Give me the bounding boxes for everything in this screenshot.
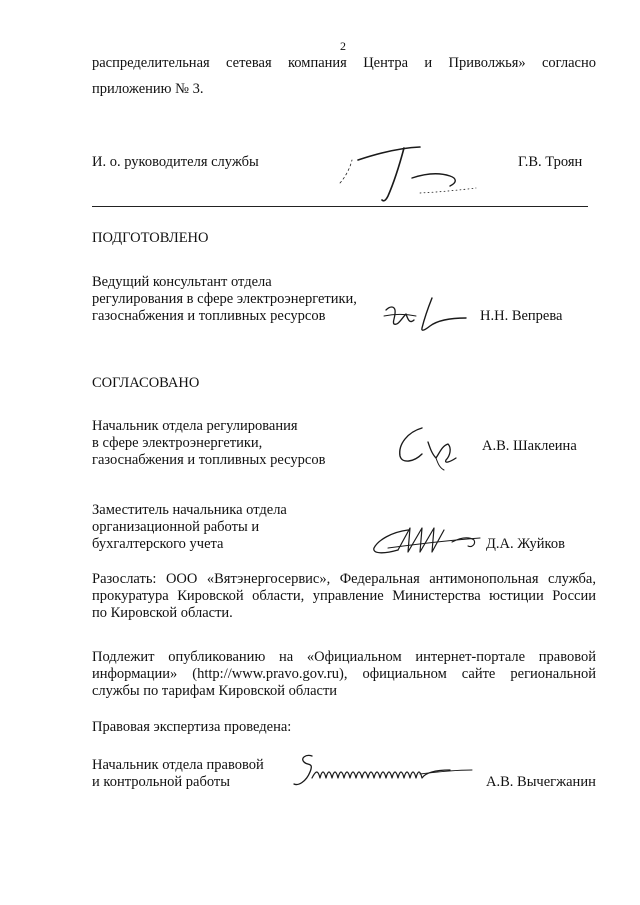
intro-line-2: приложению № 3. [92,81,204,97]
agreed-signer-1-signature-icon [392,422,472,474]
separator-line [92,206,588,207]
legal-name: А.В. Вычегжанин [486,774,596,790]
prepared-heading: ПОДГОТОВЛЕНО [92,230,209,246]
legal-position-line-1: Начальник отдела правовой [92,757,264,773]
agreed-signer-1-name: А.В. Шаклеина [482,438,577,454]
head-name: Г.В. Троян [518,154,583,170]
publication-line-2: информации» (http://www.pravo.gov.ru), официальном сайте региональной [92,666,596,682]
prepared-signature-icon [380,292,475,337]
agreed-signer-2-position-line-1: Заместитель начальника отдела [92,502,287,518]
agreed-signer-1-position-line-3: газоснабжения и топливных ресурсов [92,452,326,468]
distribution-line-2: прокуратура Кировской области, управление Министерства юстиции России [92,588,596,604]
legal-signature-icon [290,748,480,796]
agreed-signer-2-signature-icon [368,520,496,562]
intro-line-1: распределительная сетевая компания Центра и Приволжья» согласно [92,55,596,71]
publication-line-3: службы по тарифам Кировской области [92,683,338,699]
publication-line-1: Подлежит опубликованию на «Официальном интернет-портале правовой [92,649,596,665]
legal-position-line-2: и контрольной работы [92,774,230,790]
agreed-signer-2-name: Д.А. Жуйков [486,536,565,552]
distribution-line-3: по Кировской области. [92,605,233,621]
head-signature-icon [300,138,490,208]
agreed-signer-1-position-line-2: в сфере электроэнергетики, [92,435,263,451]
agreed-heading: СОГЛАСОВАНО [92,375,200,391]
prepared-position-line-2: регулирования в сфере электроэнергетики, [92,291,357,307]
distribution-line-1: Разослать: ООО «Вятэнергосервис», Федеральная антимонопольная служба, [92,571,596,587]
agreed-signer-2-position-line-3: бухгалтерского учета [92,536,224,552]
page-number: 2 [340,39,346,53]
legal-review-note: Правовая экспертиза проведена: [92,719,292,735]
agreed-signer-1-position-line-1: Начальник отдела регулирования [92,418,298,434]
prepared-name: Н.Н. Вепрева [480,308,563,324]
prepared-position-line-3: газоснабжения и топливных ресурсов [92,308,326,324]
prepared-position-line-1: Ведущий консультант отдела [92,274,272,290]
head-title: И. о. руководителя службы [92,154,259,170]
agreed-signer-2-position-line-2: организационной работы и [92,519,260,535]
